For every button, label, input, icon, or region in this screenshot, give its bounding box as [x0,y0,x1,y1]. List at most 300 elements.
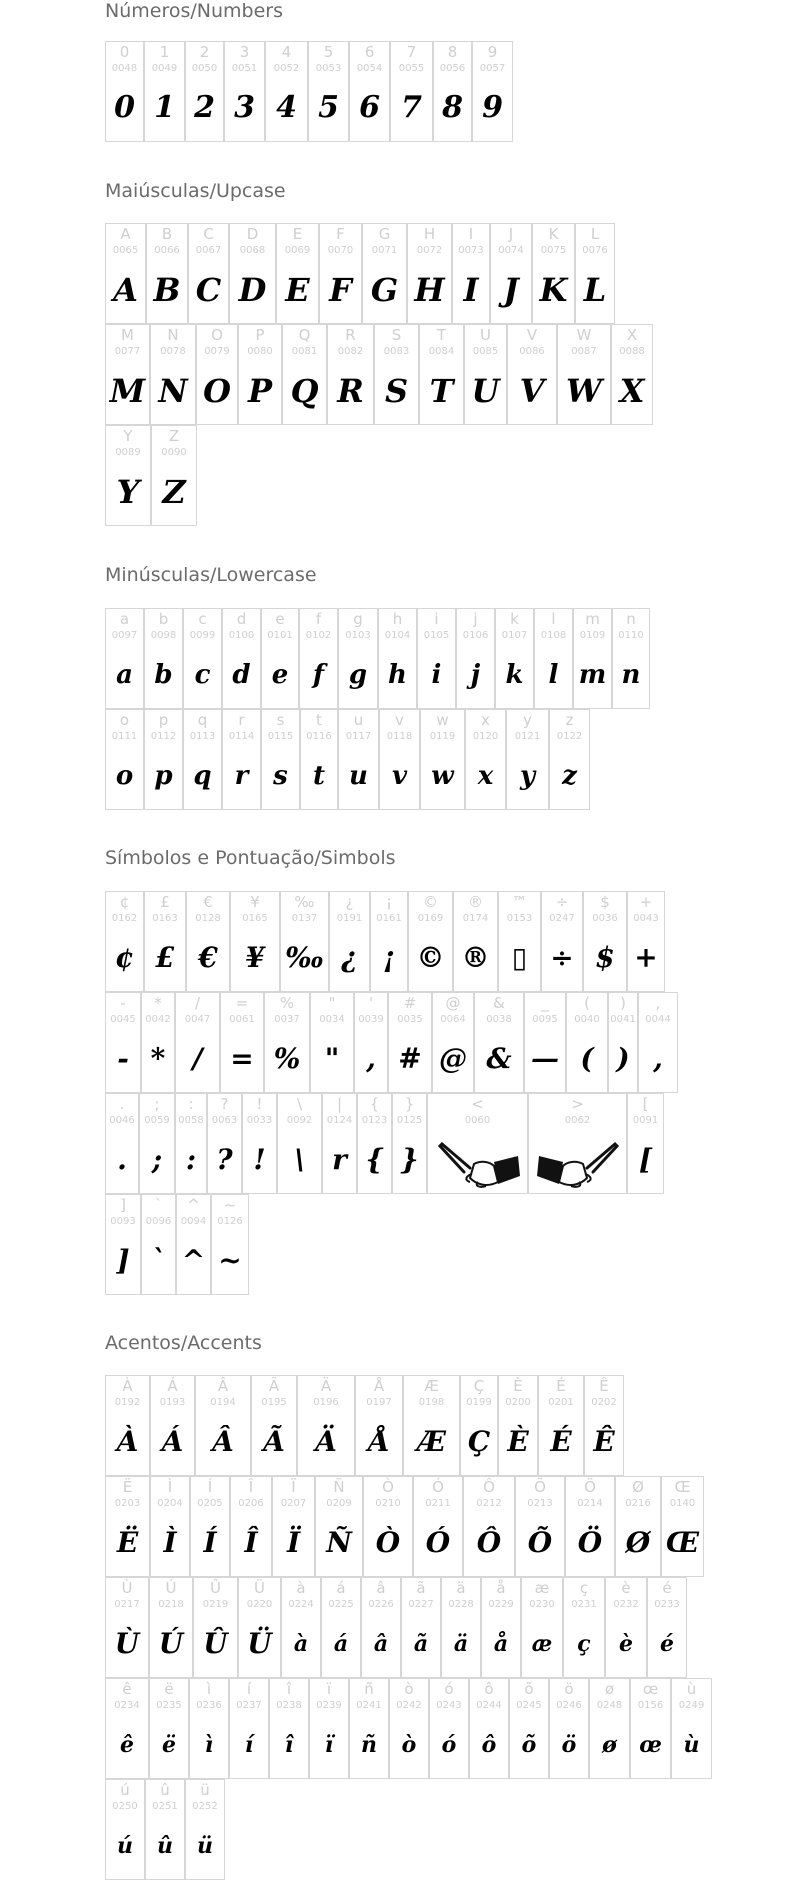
glyph-sample: È [507,1425,529,1458]
glyph-sample: F [329,271,352,309]
glyph-sample: p [154,761,173,791]
glyph-sample: E [285,271,310,309]
glyph-label: y [523,711,532,729]
glyph-cell [498,1375,538,1476]
glyph-cell [105,992,141,1093]
glyph-sample: z [562,761,577,791]
glyph-sample: 2 [194,90,215,125]
glyph-sample: ø [602,1732,617,1758]
glyph-cell [321,1577,361,1678]
glyph-code: 0246 [556,1700,582,1711]
glyph-cell [370,891,408,992]
glyph-label: e [275,610,285,628]
glyph-label: / [194,994,201,1012]
glyph-label: õ [524,1680,534,1698]
glyph-code: 0193 [159,1397,186,1408]
glyph-label: u [353,711,364,729]
glyph-label: é [662,1579,672,1597]
glyph-label: t [316,711,322,729]
glyph-sample: Ø [625,1526,651,1559]
glyph-code: 0087 [571,346,597,357]
glyph-code: 0092 [286,1115,313,1126]
glyph-label: á [336,1579,346,1597]
glyph-code: 0057 [479,63,506,74]
glyph-sample: j [470,660,481,690]
glyph-label: © [423,893,438,911]
glyph-code: 0053 [315,63,342,74]
glyph-code: 0065 [112,245,139,256]
glyph-code: 0098 [150,630,177,641]
glyph-sample: d [232,660,251,690]
glyph-sample: ¿ [341,941,358,974]
glyph-label: ÷ [555,893,569,911]
glyph-code: 0077 [114,346,141,357]
glyph-code: 0083 [383,346,410,357]
glyph-code: 0036 [592,913,618,924]
glyph-cell [432,992,474,1093]
glyph-label: O [211,326,223,344]
glyph-code: 0206 [238,1498,264,1509]
glyph-label: ó [444,1680,454,1698]
glyph-cell [183,608,222,709]
glyph-code: 0075 [540,245,567,256]
glyph-sample: r [332,1143,347,1176]
glyph-cell [144,608,183,709]
glyph-label: ë [164,1680,174,1698]
glyph-label: í [246,1680,252,1698]
glyph-label: â [376,1579,386,1597]
glyph-sample: , [653,1042,663,1075]
glyph-label: ' [368,994,374,1012]
glyph-code: 0113 [189,731,216,742]
glyph-code: 0067 [195,245,222,256]
glyph-label: Q [298,326,311,344]
glyph-label: 2 [199,43,210,61]
glyph-sample: o [115,761,134,791]
glyph-label: C [203,225,214,243]
glyph-sample: \ [294,1143,305,1176]
glyph-sample: . [117,1143,127,1176]
glyph-code: 0045 [110,1014,136,1025]
glyph-sample: ¡ [382,941,396,974]
glyph-cell [186,891,230,992]
glyph-label: W [576,326,592,344]
glyph-code: 0051 [231,63,258,74]
glyph-sample: } [400,1143,419,1176]
glyph-sample: Ò [375,1526,401,1559]
glyph-code: 0201 [548,1397,574,1408]
glyph-sample: À [116,1425,139,1458]
glyph-code: 0061 [229,1014,255,1025]
glyph-code: 0235 [156,1700,182,1711]
glyph-sample: æ [531,1631,553,1657]
glyph-cell [575,223,615,324]
glyph-label: M [121,326,134,344]
glyph-sample: á [333,1631,349,1657]
glyph-label: c [198,610,207,628]
glyph-label: Û [210,1579,221,1597]
glyph-sample: ? [216,1143,233,1176]
glyph-sample: h [388,660,407,690]
glyph-cell [310,992,354,1093]
glyph-code: 0060 [464,1115,491,1126]
glyph-sample: ‰ [285,941,324,974]
glyph-sample: ! [253,1143,266,1176]
glyph-cell [150,1476,190,1577]
glyph-sample: õ [521,1732,537,1758]
glyph-cell [465,709,506,810]
glyph-cell [419,324,464,425]
glyph-code: 0238 [276,1700,302,1711]
glyph-cell [105,1678,149,1779]
glyph-label: i [434,610,439,628]
glyph-cell [309,1678,349,1779]
glyph-sample: B [153,271,181,309]
glyph-cell [361,1577,401,1678]
glyph-code: 0095 [532,1014,558,1025]
glyph-cell [481,1577,521,1678]
glyph-sample: Ñ [326,1526,352,1559]
glyph-cell [661,1476,704,1577]
glyph-code: 0108 [540,630,567,641]
glyph-cell [630,1678,671,1779]
glyph-code: 0082 [337,346,364,357]
glyph-label: Œ [674,1478,691,1496]
glyph-cell [573,608,612,709]
glyph-label: = [235,994,249,1012]
glyph-label: \ [296,1095,303,1113]
glyph-sample: k [505,660,524,690]
glyph-label: ¢ [119,893,130,911]
glyph-sample: Q [290,372,319,410]
glyph-cell [224,41,265,142]
glyph-label: Æ [424,1377,439,1395]
glyph-sample: x [477,761,494,791]
glyph-code: 0033 [246,1115,273,1126]
glyph-cell [392,1093,427,1194]
glyph-label: ) [620,994,626,1012]
glyph-cell [105,1194,141,1295]
glyph-label: Ü [254,1579,265,1597]
glyph-label: 5 [323,43,334,61]
glyph-code: 0194 [210,1397,236,1408]
glyph-label: ö [564,1680,574,1698]
glyph-label: v [395,711,404,729]
glyph-cell [362,223,407,324]
glyph-sample: Ã [263,1425,285,1458]
glyph-sample: ï [324,1732,334,1758]
glyph-code: 0237 [236,1700,262,1711]
glyph-label: ! [256,1095,263,1113]
glyph-label: ê [122,1680,132,1698]
glyph-code: 0071 [371,245,398,256]
glyph-sample: ¥ [245,941,265,974]
glyph-sample: Ô [476,1526,502,1559]
glyph-cell [281,1577,321,1678]
glyph-code: 0085 [472,346,499,357]
glyph-label: x [481,711,490,729]
glyph-sample: n [621,660,641,690]
glyph-label: Ø [632,1478,644,1496]
glyph-cell [105,1093,139,1194]
glyph-cell [565,1476,615,1577]
glyph-code: 0106 [462,630,489,641]
glyph-sample: 8 [442,90,463,125]
glyph-code: 0122 [556,731,583,742]
glyph-label: Ì [167,1478,173,1496]
glyph-label: | [336,1095,343,1113]
glyph-label: Ò [382,1478,394,1496]
glyph-sample: * [150,1042,166,1075]
glyph-cell [464,324,507,425]
glyph-cell [176,1194,211,1295]
glyph-cell [566,992,608,1093]
glyph-code: 0120 [472,731,499,742]
glyph-label: A [120,225,131,243]
glyph-sample: l [548,660,559,690]
glyph-cell [401,1577,441,1678]
glyph-code: 0104 [384,630,411,641]
glyph-code: 0105 [423,630,450,641]
glyph-cell [144,891,186,992]
glyph-cell [608,992,638,1093]
glyph-code: 0084 [428,346,455,357]
glyph-code: 0169 [417,913,444,924]
glyph-label: l [551,610,556,628]
glyph-label: ( [584,994,590,1012]
glyph-cell [282,324,327,425]
glyph-cell [220,992,264,1093]
glyph-code: 0227 [408,1599,434,1610]
glyph-sample: ä [453,1631,469,1657]
glyph-code: 0050 [191,63,218,74]
glyph-cell [498,891,541,992]
glyph-sample: É [550,1425,572,1458]
glyph-label: X [626,326,638,344]
glyph-sample: u [349,761,368,791]
glyph-code: 0123 [361,1115,388,1126]
glyph-cell [521,1577,563,1678]
glyph-cell [507,324,557,425]
glyph-label: : [188,1095,194,1113]
glyph-cell [469,1678,509,1779]
glyph-sample: Ú [158,1627,184,1660]
glyph-label: ò [404,1680,414,1698]
glyph-sample: / [192,1042,203,1075]
glyph-code: 0243 [436,1700,462,1711]
glyph-label: 9 [487,43,498,61]
glyph-label: ` [154,1196,163,1214]
glyph-cell [456,608,495,709]
glyph-cell [276,223,319,324]
glyph-sample: O [203,372,231,410]
glyph-sample: v [391,761,408,791]
glyph-code: 0069 [284,245,311,256]
glyph-label: Y [123,427,133,445]
glyph-code: 0219 [202,1599,229,1610]
glyph-cell [671,1678,712,1779]
glyph-label: Z [168,427,180,445]
glyph-label: [ [642,1095,649,1113]
glyph-label: T [436,326,447,344]
glyph-cell [605,1577,647,1678]
glyph-sample: { [365,1143,384,1176]
glyph-cell [322,1093,357,1194]
glyph-sample: N [158,372,188,410]
glyph-code: 0191 [336,913,363,924]
glyph-code: 0224 [288,1599,314,1610]
glyph-label: { [369,1095,380,1113]
glyph-label: 6 [364,43,375,61]
glyph-cell [374,324,419,425]
glyph-sample: ñ [361,1732,377,1758]
glyph-code: 0220 [246,1599,273,1610]
glyph-label: ì [206,1680,212,1698]
glyph-code: 0250 [112,1801,138,1812]
glyph-sample: # [398,1042,422,1075]
glyph-label: # [403,994,417,1012]
glyph-code: 0054 [356,63,383,74]
glyph-cell [354,992,388,1093]
glyph-cell [563,1577,605,1678]
glyph-cell [472,41,513,142]
glyph-sample: Ù [114,1627,140,1660]
glyph-sample: w [431,761,454,791]
glyph-label: Õ [534,1478,546,1496]
glyph-cell [141,992,175,1093]
glyph-sample: @ [439,1042,467,1075]
glyph-code: 0241 [356,1700,382,1711]
glyph-code: 0062 [564,1115,591,1126]
glyph-cell [408,891,453,992]
glyph-sample: ( [580,1042,594,1075]
glyph-sample: [ [638,1143,653,1176]
glyph-cell [105,41,144,142]
glyph-cell [441,1577,481,1678]
glyph-label: J [508,225,514,243]
glyph-label: Í [207,1478,213,1496]
glyph-sample: J [503,271,519,309]
glyph-sample: 1 [154,90,175,125]
glyph-label: q [197,711,208,729]
glyph-label: N [167,326,179,344]
glyph-label: & [493,994,505,1012]
glyph-label: % [279,994,295,1012]
glyph-cell [541,891,583,992]
glyph-cell [589,1678,630,1779]
glyph-sample: ÷ [550,941,574,974]
glyph-cell [534,608,573,709]
glyph-cell [149,1577,193,1678]
glyph-cell [175,992,220,1093]
glyph-code: 0232 [613,1599,639,1610]
glyph-label: 0 [119,43,130,61]
glyph-code: 0093 [110,1216,136,1227]
glyph-sample: I [463,271,479,309]
glyph-cell [460,1375,498,1476]
glyph-cell [308,41,349,142]
glyph-cell [277,1093,322,1194]
glyph-sample: 3 [234,90,255,125]
glyph-code: 0080 [247,346,273,357]
glyph-label: Ä [320,1377,332,1395]
glyph-code: 0101 [267,630,293,641]
glyph-cell [612,608,650,709]
glyph-cell [185,41,224,142]
glyph-cell [196,324,238,425]
glyph-cell [105,891,144,992]
glyph-code: 0091 [632,1115,659,1126]
glyph-code: 0116 [306,731,332,742]
glyph-sample: ì [204,1732,214,1758]
glyph-sample: œ [639,1732,662,1758]
glyph-label: Ö [584,1478,596,1496]
glyph-cell [211,1194,249,1295]
glyph-sample: Z [162,473,186,511]
glyph-label: ç [579,1579,589,1597]
glyph-code: 0081 [291,346,318,357]
glyph-label: a [119,610,130,628]
glyph-code: 0214 [577,1498,603,1509]
glyph-code: 0059 [144,1115,170,1126]
glyph-label: s [276,711,285,729]
glyph-cell [185,1779,225,1880]
glyph-cell [229,223,276,324]
glyph-sample: : [185,1143,197,1176]
glyph-cell [141,1194,176,1295]
glyph-cell [433,41,472,142]
glyph-sample: Á [161,1425,184,1458]
glyph-sample: ù [683,1732,700,1758]
glyph-cell [524,992,566,1093]
glyph-sample: Œ [665,1526,700,1559]
glyph-code: 0039 [358,1014,384,1025]
glyph-cell [557,324,611,425]
glyph-sample: y [519,761,536,791]
glyph-sample: Ü [247,1627,272,1660]
glyph-sample: M [109,372,146,410]
glyph-sample: " [324,1042,340,1075]
glyph-sample: m [578,660,607,690]
glyph-code: 0046 [109,1115,135,1126]
glyph-cell [355,1375,403,1476]
glyph-sample: ê [120,1732,134,1758]
glyph-cell [139,1093,175,1194]
glyph-code: 0055 [398,63,425,74]
glyph-code: 0038 [486,1014,512,1025]
glyph-cell [583,891,627,992]
glyph-sample: t [312,761,325,791]
glyph-code: 0197 [366,1397,392,1408]
glyph-code: 0163 [152,913,178,924]
glyph-sample: 7 [401,90,422,125]
glyph-sample: A [113,271,138,309]
glyph-label: œ [642,1680,659,1698]
glyph-code: 0066 [154,245,180,256]
glyph-code: 0070 [327,245,354,256]
glyph-label: " [328,994,336,1012]
glyph-cell [453,891,498,992]
glyph-code: 0205 [197,1498,223,1509]
glyph-code: 0174 [462,913,489,924]
glyph-cell [420,709,465,810]
glyph-code: 0212 [476,1498,502,1509]
glyph-cell [280,891,329,992]
glyph-label: Ç [473,1377,485,1395]
glyph-code: 0041 [610,1014,636,1025]
glyph-cell [150,324,196,425]
glyph-code: 0217 [114,1599,140,1610]
